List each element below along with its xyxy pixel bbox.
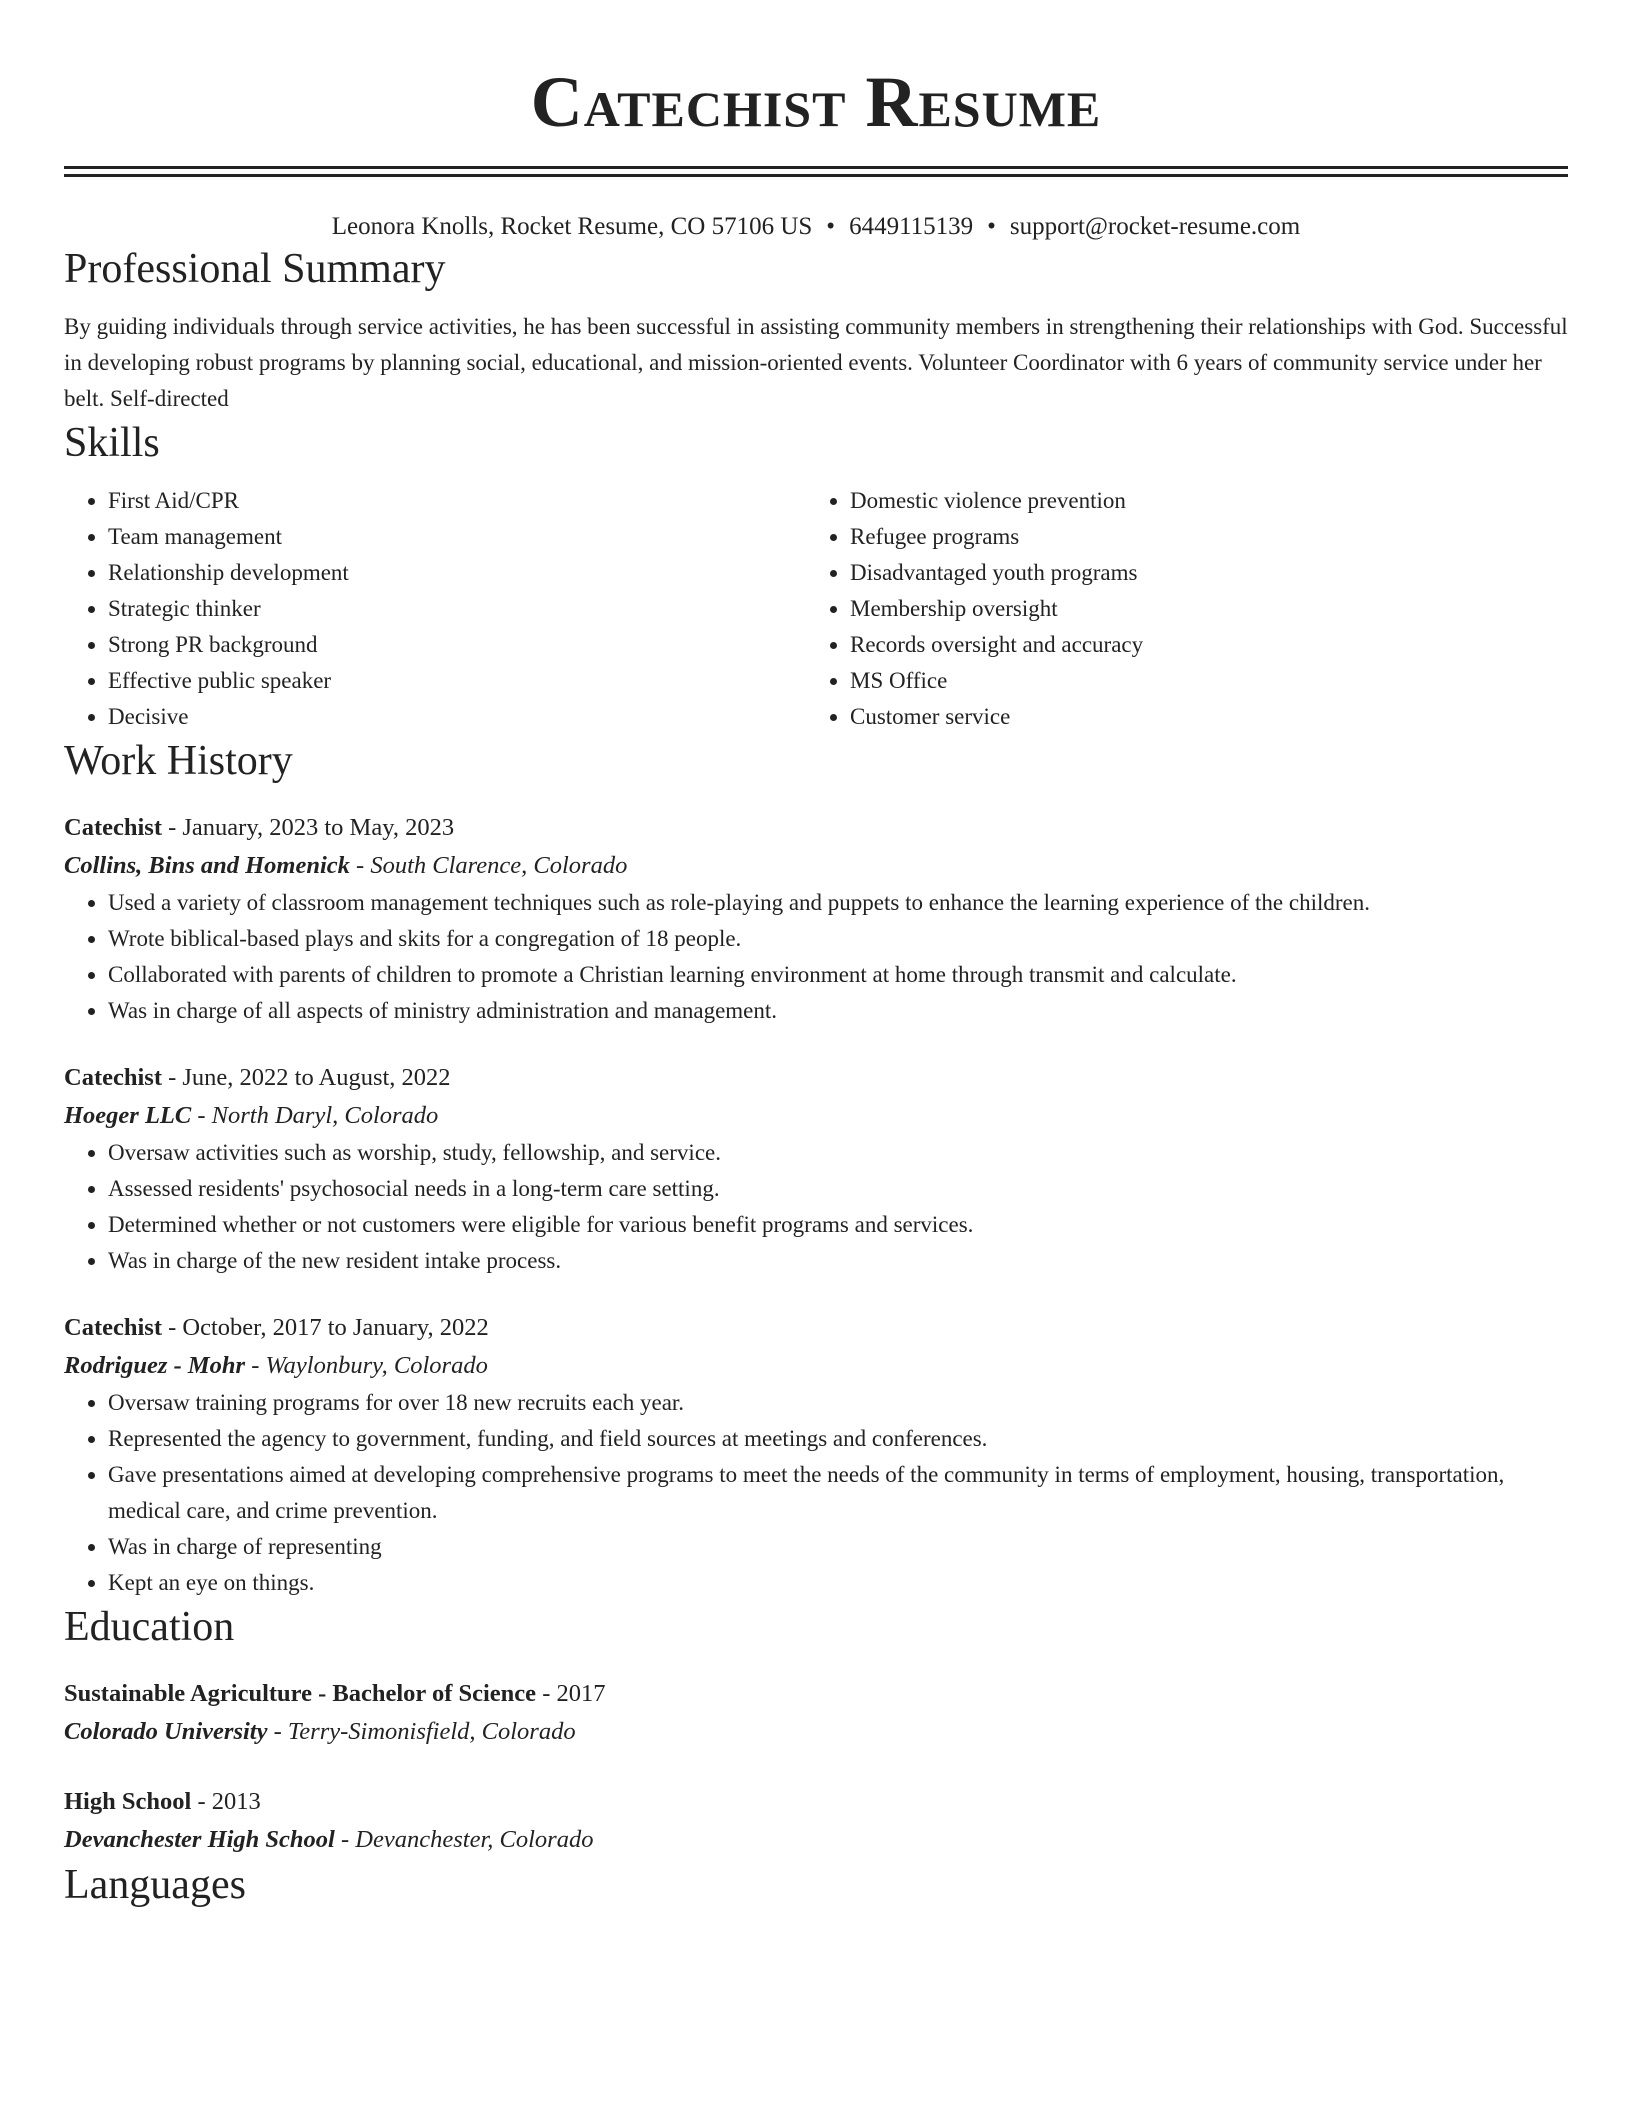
education-location: - Terry-Simonisfield, Colorado <box>267 1718 576 1745</box>
skill-item: • Decisive <box>108 699 806 735</box>
education-degree: Sustainable Agriculture - Bachelor of Science <box>64 1680 537 1707</box>
education-institution-line <box>64 1713 1568 1751</box>
education-institution: Devanchester High School <box>64 1826 335 1853</box>
job-bullet: • Wrote biblical-based plays and skits for a congregation of 18 people. <box>108 921 1568 957</box>
job-title: Catechist <box>64 1064 162 1091</box>
education-degree-line <box>64 1675 1568 1713</box>
job-company-line <box>64 1097 1568 1135</box>
skills-list <box>64 483 1568 735</box>
contact-line <box>64 211 1568 243</box>
title-divider-thin <box>64 174 1568 177</box>
job-company: Hoeger LLC <box>64 1102 192 1129</box>
education-institution-line <box>64 1821 1568 1859</box>
education-institution: Colorado University <box>64 1718 268 1745</box>
skill-item: • Disadvantaged youth programs <box>850 555 1548 591</box>
job-company-line <box>64 1347 1568 1385</box>
education-heading: Education <box>64 1604 235 1650</box>
skill-item: • Refugee programs <box>850 519 1548 555</box>
job-company-line <box>64 847 1568 885</box>
job-bullet: • Collaborated with parents of children to promote a Christian learning environment at home through transmit and calculate. <box>108 957 1568 993</box>
job-dates: - October, 2017 to January, 2022 <box>161 1314 489 1341</box>
education-degree: High School <box>64 1788 192 1815</box>
job-location: - South Clarence, Colorado <box>349 852 628 879</box>
job-bullets <box>64 885 1568 1029</box>
job-dates: - January, 2023 to May, 2023 <box>161 814 455 841</box>
contact-separator: • <box>826 213 836 240</box>
job-bullets <box>64 1385 1568 1601</box>
skill-item: • Strategic thinker <box>108 591 806 627</box>
contact-separator: • <box>987 213 996 240</box>
skill-item: • Records oversight and accuracy <box>850 627 1548 663</box>
skill-item: • Domestic violence prevention <box>850 483 1548 519</box>
job-bullet: • Was in charge of all aspects of ministry administration and management. <box>108 993 1568 1029</box>
job-bullet: • Gave presentations aimed at developing comprehensive programs to meet the needs of the community in terms of employment, housing, transportation, medical care, and crime prevention. <box>108 1457 1568 1529</box>
skill-item: • Effective public speaker <box>108 663 806 699</box>
job-company: Rodriguez - Mohr <box>64 1352 246 1379</box>
skill-item: • Strong PR background <box>108 627 806 663</box>
skills-column-right <box>806 483 1548 735</box>
job-title: Catechist <box>64 1314 162 1341</box>
job-company: Collins, Bins and Homenick <box>64 852 350 879</box>
skill-item: • Membership oversight <box>850 591 1548 627</box>
education-entry <box>64 1675 1568 1751</box>
job-entry <box>64 1059 1568 1279</box>
education-year: - 2013 <box>191 1788 261 1815</box>
job-bullet: • Used a variety of classroom management techniques such as role-playing and puppets to enhance the learning experience of the children. <box>108 885 1568 921</box>
education-degree-line <box>64 1783 1568 1821</box>
skill-item: • Team management <box>108 519 806 555</box>
job-bullet: • Represented the agency to government, funding, and field sources at meetings and conferences. <box>108 1421 1568 1457</box>
job-bullet: • Oversaw training programs for over 18 new recruits each year. <box>108 1385 1568 1421</box>
skill-item: • Relationship development <box>108 555 806 591</box>
job-bullet: • Was in charge of the new resident intake process. <box>108 1243 1568 1279</box>
job-title: Catechist <box>64 814 162 841</box>
contact-phone: 6449115139 <box>849 213 974 240</box>
education-year: - 2017 <box>536 1680 606 1707</box>
education-entry <box>64 1783 1568 1859</box>
job-title-line <box>64 1309 1568 1347</box>
skill-item: • First Aid/CPR <box>108 483 806 519</box>
job-bullet: • Was in charge of representing <box>108 1529 1568 1565</box>
languages-heading: Languages <box>64 1862 246 1908</box>
skills-heading: Skills <box>64 420 160 466</box>
title-divider-thick <box>64 166 1568 169</box>
job-entry <box>64 809 1568 1029</box>
summary-text: By guiding individuals through service activities, he has been successful in assisting community members in strengthening their relationships with God. Successful in developing robust programs by planning social, educational, and mission-oriented events. Volunteer Coordinator with 6 years of community service under her belt. Self-directed <box>64 314 1568 411</box>
job-bullet: • Determined whether or not customers were eligible for various benefit programs and services. <box>108 1207 1568 1243</box>
work-history-heading: Work History <box>64 738 293 784</box>
job-bullet: • Assessed residents' psychosocial needs in a long-term care setting. <box>108 1171 1568 1207</box>
education-location: - Devanchester, Colorado <box>334 1826 594 1853</box>
resume-title: Catechist Resume <box>530 62 1102 142</box>
job-bullet: • Kept an eye on things. <box>108 1565 1568 1601</box>
skills-column-left <box>64 483 806 735</box>
contact-email: support@rocket-resume.com <box>1009 213 1301 240</box>
contact-address: Leonora Knolls, Rocket Resume, CO 57106 US <box>331 213 813 240</box>
job-location: - North Daryl, Colorado <box>191 1102 439 1129</box>
job-location: - Waylonbury, Colorado <box>245 1352 488 1379</box>
job-entry <box>64 1309 1568 1601</box>
job-title-line <box>64 1059 1568 1097</box>
job-title-line <box>64 809 1568 847</box>
summary-heading: Professional Summary <box>64 246 446 292</box>
skill-item: • MS Office <box>850 663 1548 699</box>
job-bullet: • Oversaw activities such as worship, study, fellowship, and service. <box>108 1135 1568 1171</box>
job-bullets <box>64 1135 1568 1279</box>
resume-page <box>64 0 1568 1911</box>
skill-item: • Customer service <box>850 699 1548 735</box>
job-dates: - June, 2022 to August, 2022 <box>161 1064 451 1091</box>
